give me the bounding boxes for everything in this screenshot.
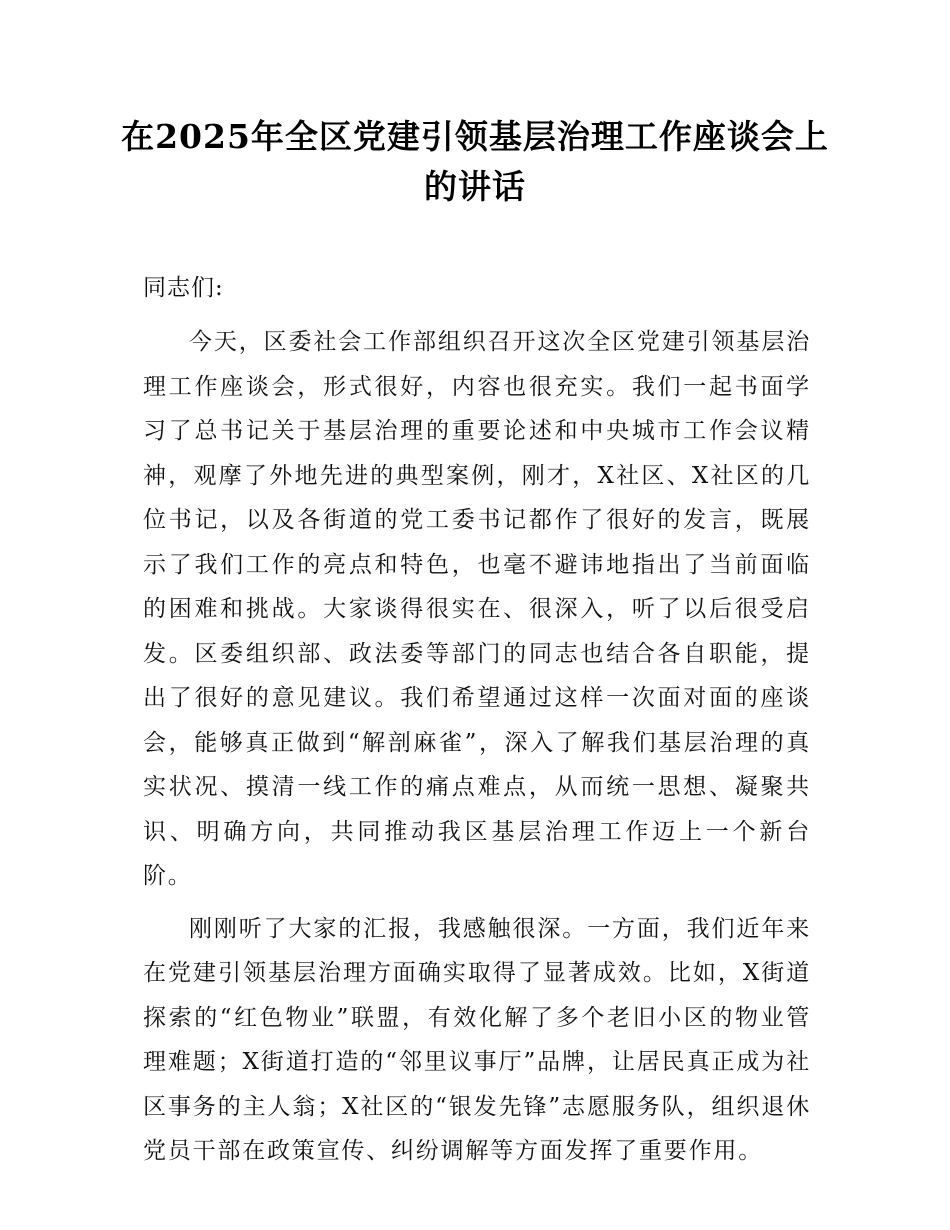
salutation: 同志们: (143, 275, 224, 301)
document-body (143, 266, 811, 1182)
paragraph-1: 今天，区委社会工作部组织召开这次全区党建引领基层治理工作座谈会，形式很好，内容也很充实。我们一起书面学习了总书记关于基层治理的重要论述和中央城市工作会议精神，观摩了外地先进的典型案例，刚才，X社区、X社区的几位书记，以及各街道的党工委书记都作了很好的发言，既展示了我们工作的亮点和特色，也毫不避讳地指出了当前面临的困难和挑战。大家谈得很实在、很深入，听了以后很受启发。区委组织部、政法委等部门的同志也结合各自职能，提出了很好的意见建议。我们希望通过这样一次面对面的座谈会，能够真正做到“解剖麻雀”，深入了解我们基层治理的真实状况、摸清一线工作的痛点难点，从而统一思想、凝聚共识、明确方向，共同推动我区基层治理工作迈上一个新台阶。 (143, 329, 811, 889)
document-title: 在2025年全区党建引领基层治理工作座谈会上的讲话 (121, 117, 829, 206)
paragraph-2: 刚刚听了大家的汇报，我感触很深。一方面，我们近年来在党建引领基层治理方面确实取得了显著成效。比如，X街道探索的“红色物业”联盟，有效化解了多个老旧小区的物业管理难题；X街道打造的“邻里议事厅”品牌，让居民真正成为社区事务的主人翁；X社区的“银发先锋”志愿服务队，组织退休党员干部在政策宣传、纠纷调解等方面发挥了重要作用。 (143, 915, 811, 1164)
